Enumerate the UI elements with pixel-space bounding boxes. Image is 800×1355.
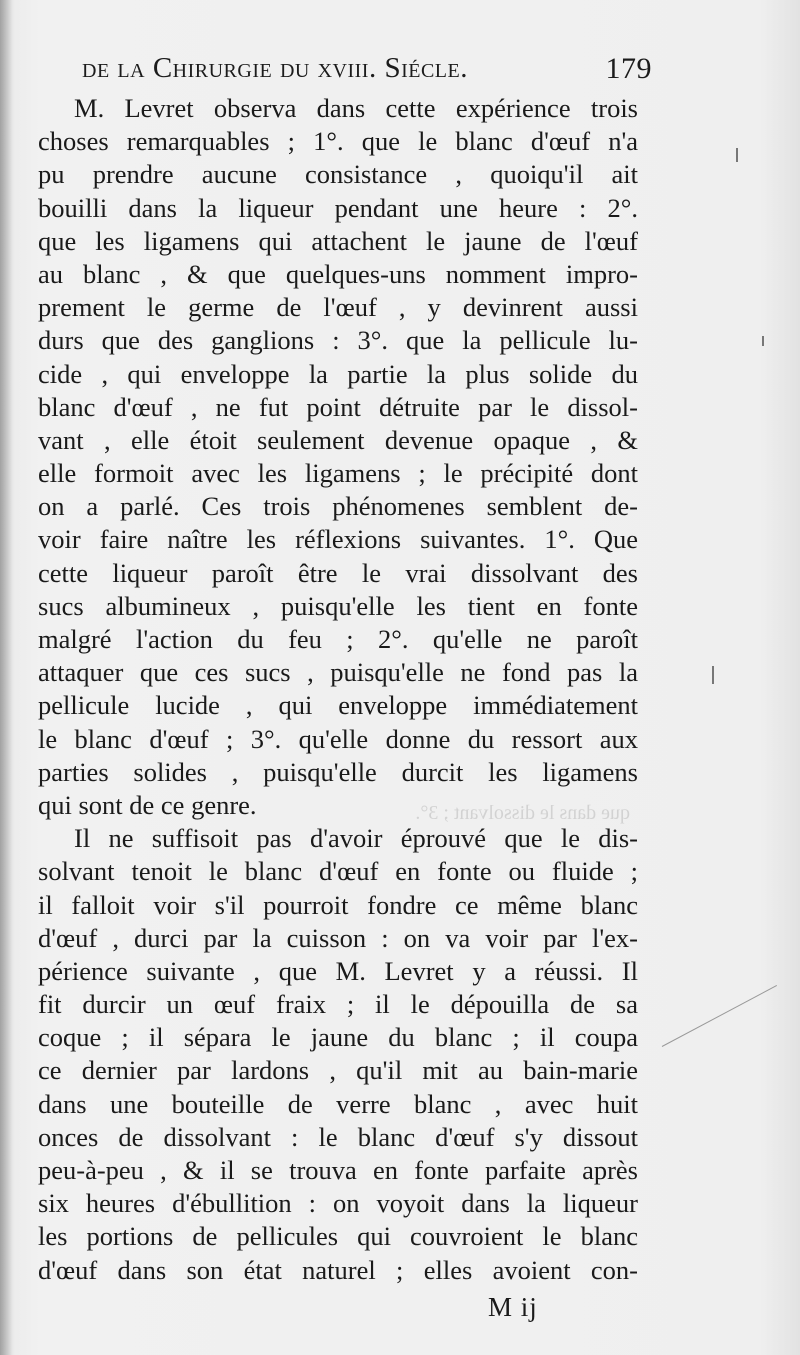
text-line: le blanc d'œuf ; 3°. qu'elle donne du ressort aux: [38, 723, 638, 754]
text-line: malgré l'action du feu ; 2°. qu'elle ne paroît: [38, 624, 638, 654]
text-line: périence suivante , que M. Levret y a réussi. Il: [38, 955, 638, 986]
margin-speck: [662, 985, 777, 1047]
text-line: peu-à-peu , & il se trouva en fonte parfaite après: [38, 1155, 638, 1185]
text-line: six heures d'ébullition : on voyoit dans la liqueur: [38, 1188, 638, 1219]
text-line: solvant tenoit le blanc d'œuf en fonte ou fluide ;: [38, 856, 638, 887]
text-line: bouilli dans la liqueur pendant une heure : 2°.: [38, 192, 638, 223]
text-line: d'œuf , durci par la cuisson : on va voir par l'ex-: [38, 922, 638, 953]
text-line: cette liqueur paroît être le vrai dissolvant des: [38, 557, 638, 588]
text-line: pellicule lucide , qui enveloppe immédiatement: [38, 690, 638, 721]
running-head: [82, 52, 652, 85]
text-line: vant , elle étoit seulement devenue opaque , &: [38, 424, 638, 455]
text-line: voir faire naître les réflexions suivantes. 1°. Que: [38, 524, 638, 555]
text-line: qui sont de ce genre.: [38, 789, 257, 820]
text-line: ce dernier par lardons , qu'il mit au bain-marie: [38, 1055, 638, 1086]
margin-speck: [736, 148, 738, 162]
text-line: blanc d'œuf , ne fut point détruite par le dissol-: [38, 391, 638, 422]
text-line: fit durcir un œuf fraix ; il le dépouilla de sa: [38, 989, 638, 1020]
text-line: que les ligamens qui attachent le jaune de l'œuf: [38, 225, 638, 256]
paragraph-2: [38, 822, 638, 1287]
running-head-title: de la Chirurgie du xviii. Siécle.: [82, 52, 468, 84]
gutter-shadow: [0, 0, 14, 1355]
text-line: durs que des ganglions : 3°. que la pellicule lu-: [38, 325, 638, 356]
text-line: au blanc , & que quelques-uns nomment impro-: [38, 258, 638, 289]
text-line: coque ; il sépara le jaune du blanc ; il coupa: [38, 1022, 638, 1053]
text-line: les portions de pellicules qui couvroient le blanc: [38, 1221, 638, 1252]
text-line: Il ne suffisoit pas d'avoir éprouvé que le dis-: [74, 823, 638, 854]
text-line: d'œuf dans son état naturel ; elles avoient con-: [38, 1254, 638, 1285]
text-line: dans une bouteille de verre blanc , avec huit: [38, 1088, 638, 1119]
signature-mark: M ij: [488, 1292, 538, 1322]
bleed-through-text: que dans le dissolvant ; 3°.: [415, 802, 630, 824]
text-line: M. Levret observa dans cette expérience trois: [74, 93, 638, 123]
text-line: on a parlé. Ces trois phénomenes semblent de-: [38, 491, 638, 522]
page-number: 179: [605, 52, 652, 85]
text-line: parties solides , puisqu'elle durcit les ligamens: [38, 756, 638, 787]
text-line: choses remarquables ; 1°. que le blanc d'œuf n'a: [38, 126, 638, 157]
margin-speck: [762, 336, 764, 346]
text-line: il falloit voir s'il pourroit fondre ce même blanc: [38, 889, 638, 920]
text-line: onces de dissolvant : le blanc d'œuf s'y dissout: [38, 1121, 638, 1152]
margin-speck: [712, 666, 714, 684]
paragraph-1: [38, 92, 638, 822]
text-line: cide , qui enveloppe la partie la plus solide du: [38, 358, 638, 389]
text-line: prement le germe de l'œuf , y devinrent aussi: [38, 292, 638, 323]
text-line: sucs albumineux , puisqu'elle les tient en fonte: [38, 590, 638, 621]
body-text: [38, 92, 638, 1287]
text-line: elle formoit avec les ligamens ; le précipité dont: [38, 458, 638, 489]
text-line: pu prendre aucune consistance , quoiqu'il ait: [38, 159, 638, 190]
text-line: attaquer que ces sucs , puisqu'elle ne fond pas la: [38, 657, 638, 688]
